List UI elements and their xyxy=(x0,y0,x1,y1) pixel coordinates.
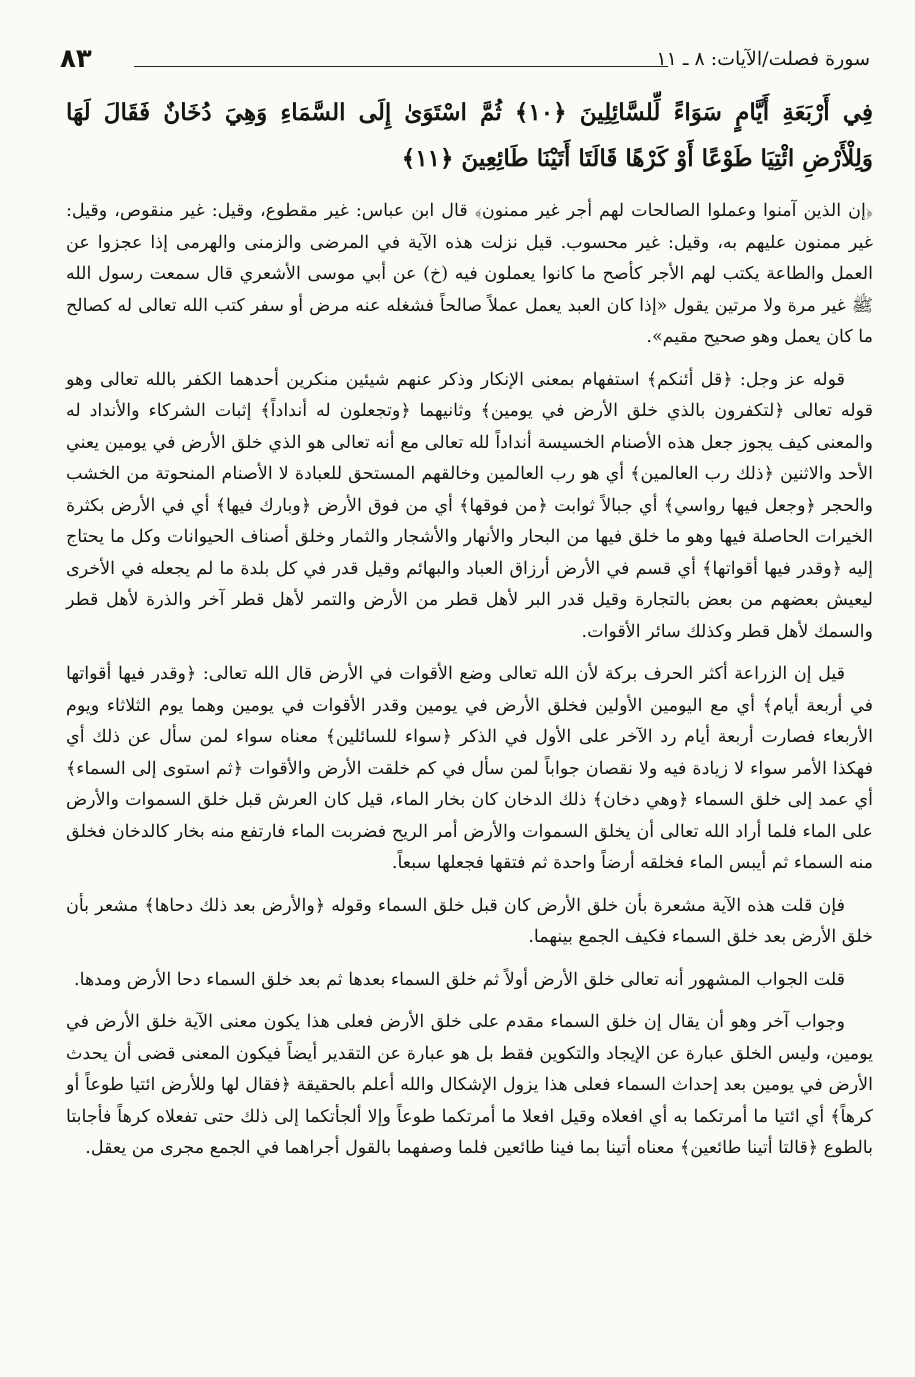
commentary-paragraph: ﴿إن الذين آمنوا وعملوا الصالحات لهم أجر غير ممنون﴾ قال ابن عباس: غير مقطوع، وقيل: غير منقوص، وقيل: غير ممنون عليهم به، وقيل: غير محسوب. قيل نزلت هذه الآية في المرضى والزمنى والهرمى إذا عجزوا عن العمل والطاعة يكتب لهم الأجر كأصح ما كانوا يعملون فيه (خ) عن أبي موسى الأشعري قال سمعت رسول الله ﷺ غير مرة ولا مرتين يقول «إذا كان العبد يعمل عملاً صالحاً فشغله عنه مرض أو سفر كتب الله تعالى له كصالح ما كان يعمل وهو صحيح مقيم». xyxy=(66,201,873,347)
commentary-paragraph: فإن قلت هذه الآية مشعرة بأن خلق الأرض كان قبل خلق السماء وقوله ﴿والأرض بعد ذلك دحاها﴾ مشعر بأن خلق الأرض بعد خلق السماء فكيف الجمع بينهما. xyxy=(66,895,873,947)
commentary-paragraph: قوله عز وجل: ﴿قل أئنكم﴾ استفهام بمعنى الإنكار وذكر عنهم شيئين منكرين أحدهما الكفر بالله تعالى وهو قوله تعالى ﴿لتكفرون بالذي خلق الأرض في يومين﴾ وثانيهما ﴿وتجعلون له أنداداً﴾ إثبات الشركاء والأنداد له والمعنى كيف يجوز جعل هذه الأصنام الخسيسة أنداداً لله تعالى مع أنه تعالى هو الذي خلق الأرض في يومين يعني الأحد والاثنين ﴿ذلك رب العالمين﴾ أي هو رب العالمين وخالقهم المستحق للعبادة لا الأصنام المنحوتة من الخشب والحجر ﴿وجعل فيها رواسي﴾ أي جبالاً ثوابت ﴿من فوقها﴾ أي من فوق الأرض ﴿وبارك فيها﴾ أي في الأرض بكثرة الخيرات الحاصلة فيها وهو ما خلق فيها من البحار والأنهار والأشجار والثمار وخلق أصناف الحيوانات وكل ما يحتاج إليه ﴿وقدر فيها أقواتها﴾ أي قسم في الأرض أرزاق العباد والبهائم وقيل قدر في كل بلدة ما لم يجعله في الأخرى ليعيش بعضهم من بعض بالتجارة وقيل قدر البر لأهل قطر من الأرض والتمر لأهل قطر آخر والذرة لأهل قطر والسمك لأهل قطر وكذلك سائر الأقوات. xyxy=(66,369,873,642)
commentary-paragraph: وجواب آخر وهو أن يقال إن خلق السماء مقدم على خلق الأرض فعلى هذا يكون معنى الآية خلق الأرض في يومين، وليس الخلق عبارة عن الإيجاد والتكوين فقط بل هو عبارة عن التقدير أيضاً فيكون المعنى قضى أن يحدث الأرض في يومين بعد إحداث السماء فعلى هذا يزول الإشكال والله أعلم بالحقيقة ﴿فقال لها وللأرض ائتيا طوعاً أو كرهاً﴾ أي ائتيا ما أمرتكما به أي افعلاه وقيل افعلا ما أمرتكما طوعاً وإلا ألجأتكما إلى ذلك حتى تفعلاه كرهاً فأجابتا بالطوع ﴿قالتا أتينا طائعين﴾ معناه أتينا بما فينا طائعين فلما وصفهما بالقول أجراهما في الجمع مجرى من يعقل. xyxy=(66,1012,873,1158)
commentary-paragraph: قيل إن الزراعة أكثر الحرف بركة لأن الله تعالى وضع الأقوات في الأرض قال الله تعالى: ﴿وقدر فيها أقواتها في أربعة أيام﴾ أي مع اليومين الأولين فخلق الأرض في يومين وقدر الأقوات في يومين وهما يوم الثلاثاء ويوم الأربعاء فصارت أربعة أيام رد الآخر على الأول في الذكر ﴿سواء للسائلين﴾ معناه سواء لمن سأل عن ذلك أي فهكذا الأمر سواء لا زيادة فيه ولا نقصان جواباً لمن سأل في كم خلقت الأرض والأقوات ﴿ثم استوى إلى السماء﴾ أي عمد إلى خلق السماء ﴿وهي دخان﴾ ذلك الدخان كان بخار الماء، قيل كان العرش قبل خلق السموات والأرض على الماء فلما أراد الله تعالى أن يخلق السموات والأرض أمر الريح فضربت الماء فارتفع منه بخار كالدخان فخلق منه السماء ثم أيبس الماء فخلقه أرضاً واحدة ثم فتقها فجعلها سبعاً. xyxy=(66,664,873,873)
page-number: ٨٣ xyxy=(60,44,92,74)
page-header xyxy=(60,44,870,78)
quran-verse: فِي أَرْبَعَةِ أَيَّامٍ سَوَاءً لِّلسَّائِلِينَ ﴿١٠﴾ ثُمَّ اسْتَوَىٰ إِلَى السَّمَاءِ وَهِيَ دُخَانٌ فَقَالَ لَهَا وَلِلْأَرْضِ ائْتِيَا طَوْعًا أَوْ كَرْهًا قَالَتَا أَتَيْنَا طَائِعِينَ ﴿١١﴾ xyxy=(66,99,873,172)
commentary-paragraph: قلت الجواب المشهور أنه تعالى خلق الأرض أولاً ثم خلق السماء بعدها ثم بعد خلق السماء دحا الأرض ومدها. xyxy=(74,969,845,990)
page-body xyxy=(66,90,873,1176)
surah-title: سورة فصلت/الآيات: ٨ ـ ١١ xyxy=(656,48,870,70)
header-rule xyxy=(134,66,668,67)
